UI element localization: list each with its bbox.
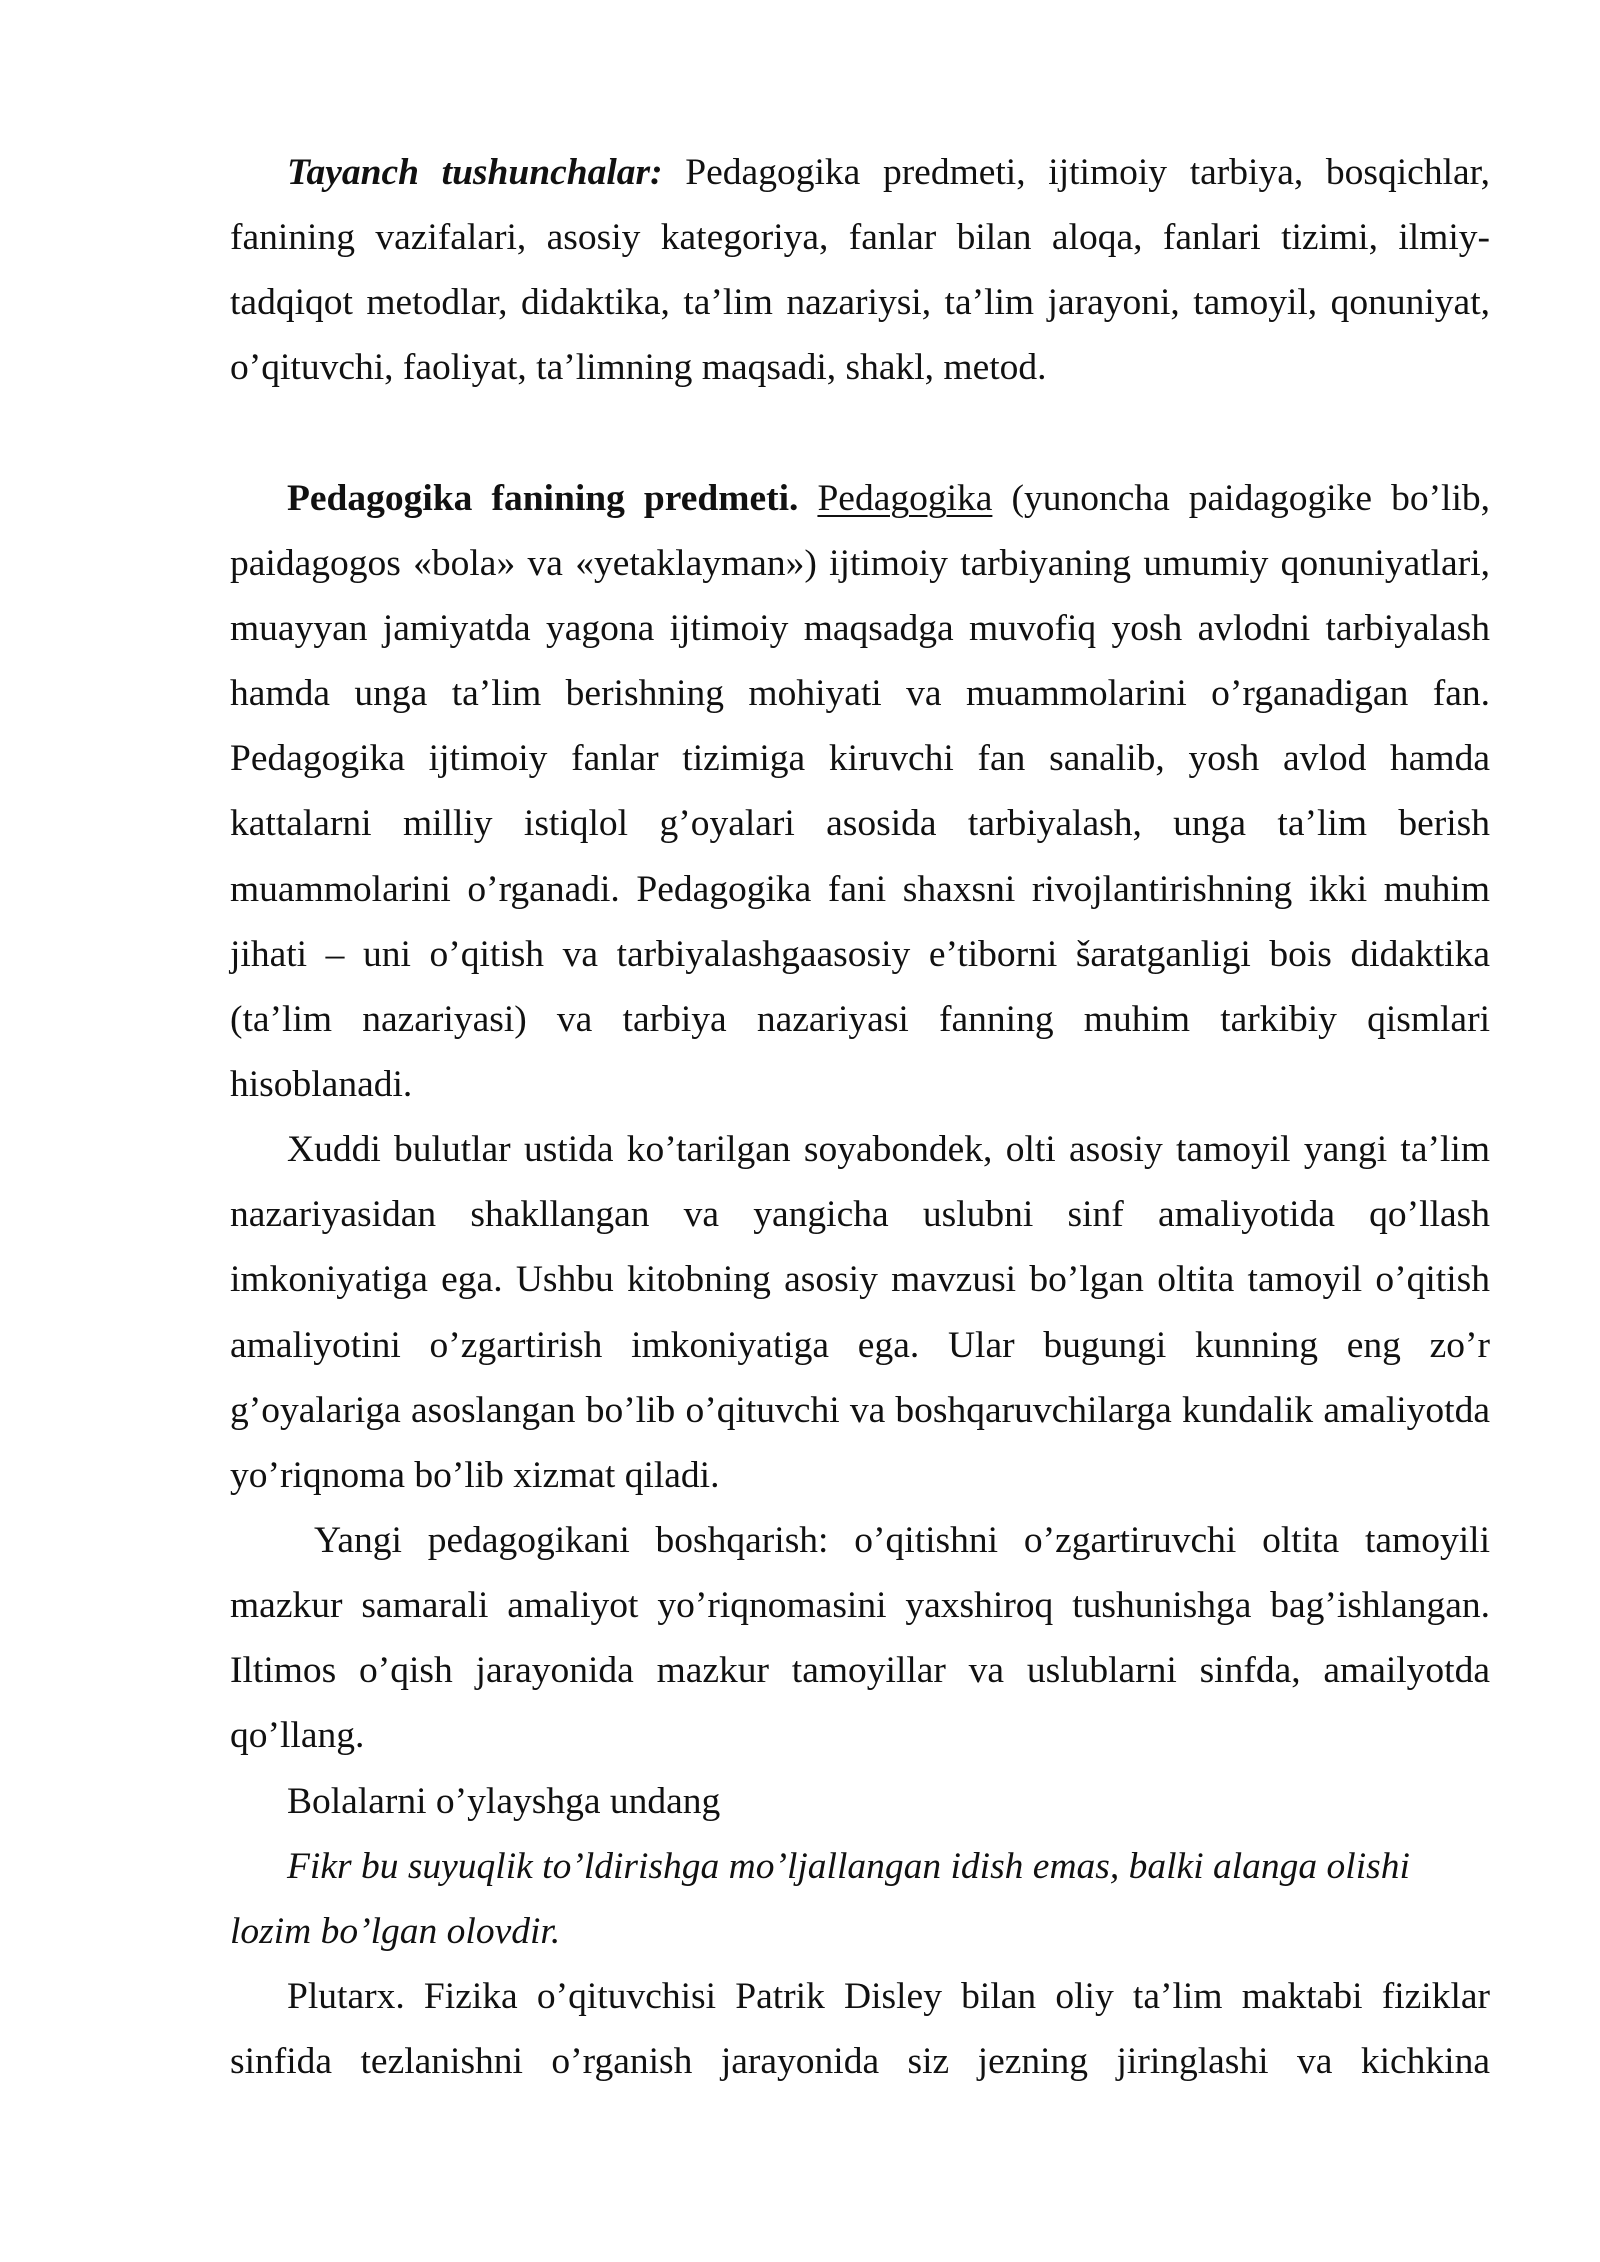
quote-text: lozim bo’lgan olovdir.	[230, 1910, 561, 1952]
text-line-content: Plutarx. Fizika o’qituvchisi Patrik Disley bilan oliy ta’lim maktabi fiziklar	[287, 1975, 1490, 2017]
keywords-paragraph	[230, 140, 1600, 401]
text-line-content: Pedagogika ijtimoiy fanlar tizimiga kiruvchi fan sanalib, yosh avlod hamda	[230, 738, 1490, 780]
text-line	[230, 1182, 1490, 1247]
text-line	[230, 791, 1490, 856]
text-line-content: amaliyotini o’zgartirish imkoniyatiga ega. Ular bugungi kunning eng zo’r	[230, 1324, 1490, 1366]
text-line-content: g’oyalariga asoslangan bo’lib o’qituvchi va boshqaruvchilarga kundalik amaliyotda	[230, 1389, 1490, 1431]
text-line	[230, 1443, 1490, 1508]
yangi-pedagogika-paragraph	[230, 1508, 1600, 1769]
text-line	[230, 205, 1490, 270]
text-line	[230, 140, 1490, 205]
quote-paragraph	[230, 1834, 1600, 1964]
text-line	[230, 1899, 1490, 1964]
text-line	[230, 1117, 1490, 1182]
text-line-content: hisoblanadi.	[230, 1063, 413, 1105]
text-line	[230, 857, 1490, 922]
text-line-content: muayyan jamiyatda yagona ijtimoiy maqsadga muvofiq yosh avlodni tarbiyalash	[230, 607, 1490, 649]
text-line-content: nazariyasidan shakllangan va yangicha uslubni sinf amaliyotida qo’llash	[230, 1194, 1490, 1236]
text-line-content: fanining vazifalari, asosiy kategoriya, fanlar bilan aloqa, fanlari tizimi, ilmiy-	[230, 217, 1490, 259]
text-line-content: tadqiqot metodlar, didaktika, ta’lim nazariysi, ta’lim jarayoni, tamoyil, qonuniyat,	[230, 282, 1490, 324]
text-line	[230, 1052, 1490, 1117]
text-line	[230, 466, 1490, 531]
text-line	[230, 1638, 1490, 1703]
text-line-content: qo’llang.	[230, 1715, 365, 1757]
text-line	[230, 1508, 1490, 1573]
text-line	[230, 1703, 1490, 1768]
prompt-text: Bolalarni o’ylayshga undang	[287, 1780, 721, 1822]
text-line	[230, 1964, 1490, 2029]
text-line	[230, 726, 1490, 791]
text-line-content: sinfida tezlanishni o’rganish jarayonida siz jezning jiringlashi va kichkina	[230, 2041, 1490, 2083]
plutarx-paragraph	[230, 1964, 1600, 2094]
text-line	[230, 2029, 1490, 2094]
blank-line	[230, 401, 1600, 466]
text-line	[230, 661, 1490, 726]
text-line-content	[287, 478, 1490, 519]
text-line	[230, 922, 1490, 987]
text-line	[230, 596, 1490, 661]
section-heading: Pedagogika fanining predmeti.	[287, 477, 799, 519]
text-line-content: paidagogos «bola» va «yetaklayman») ijtimoiy tarbiyaning umumiy qonuniyatlari,	[230, 542, 1490, 584]
quote-text: Fikr bu suyuqlik to’ldirishga mo’ljallangan idish emas, balki alanga olishi	[287, 1845, 1410, 1887]
text-line-content: muammolarini o’rganadi. Pedagogika fani shaxsni rivojlantirishning ikki muhim	[230, 868, 1490, 910]
text-line-content: yo’riqnoma bo’lib xizmat qiladi.	[230, 1454, 720, 1496]
section-text: (yunoncha paidagogike bo’lib,	[1011, 477, 1491, 519]
keywords-list: Pedagogika predmeti, ijtimoiy tarbiya, bosqichlar,	[685, 152, 1491, 193]
text-line	[230, 531, 1490, 596]
text-line-content: jihati – uni o’qitish va tarbiyalashgaasosiy e’tiborni šaratganligi bois didaktika	[230, 933, 1490, 975]
text-line	[230, 1378, 1490, 1443]
text-line	[230, 1834, 1490, 1899]
text-line-content: mazkur samarali amaliyot yo’riqnomasini yaxshiroq tushunishga bag’ishlangan.	[230, 1585, 1490, 1627]
text-line-content: Xuddi bulutlar ustida ko’tarilgan soyabondek, olti asosiy tamoyil yangi ta’lim	[287, 1129, 1490, 1171]
text-line-content: imkoniyatiga ega. Ushbu kitobning asosiy mavzusi bo’lgan oltita tamoyil o’qitish	[230, 1259, 1490, 1301]
text-line	[230, 335, 1490, 400]
text-line-content: o’qituvchi, faoliyat, ta’limning maqsadi, shakl, metod.	[230, 347, 1047, 389]
text-line	[230, 1573, 1490, 1638]
prompt-line	[230, 1769, 1490, 1834]
pedagogika-link[interactable]: Pedagogika	[817, 477, 993, 519]
soyabon-paragraph	[230, 1117, 1600, 1508]
text-line-content: Iltimos o’qish jarayonida mazkur tamoyillar va uslublarni sinfda, amailyotda	[230, 1650, 1490, 1692]
section-paragraph	[230, 466, 1600, 1117]
keywords-label: Tayanch tushunchalar:	[287, 152, 663, 193]
text-line-content: kattalarni milliy istiqlol g’oyalari asosida tarbiyalash, unga ta’lim berish	[230, 803, 1490, 845]
text-line-content	[287, 152, 1490, 193]
text-line-content: Yangi pedagogikani boshqarish: o’qitishni o’zgartiruvchi oltita tamoyili	[314, 1519, 1490, 1561]
text-line-content: (ta’lim nazariyasi) va tarbiya nazariyasi fanning muhim tarkibiy qismlari	[230, 998, 1490, 1040]
text-line	[230, 1247, 1490, 1312]
text-line	[230, 987, 1490, 1052]
text-line	[230, 1313, 1490, 1378]
text-line	[230, 270, 1490, 335]
text-line-content: hamda unga ta’lim berishning mohiyati va muammolarini o’rganadigan fan.	[230, 673, 1490, 715]
